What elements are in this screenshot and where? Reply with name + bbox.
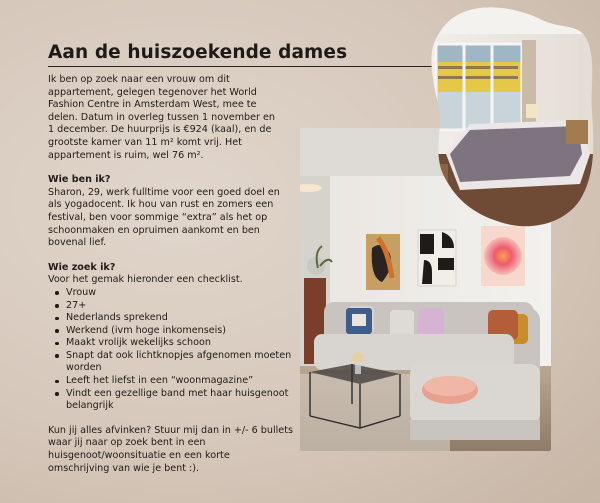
checklist-intro: Voor het gemak hieronder een checklist.	[48, 274, 243, 286]
checklist-item: Vrouw	[52, 287, 307, 300]
checklist-item: Maakt vrolijk wekelijks schoon	[52, 337, 307, 350]
who-seek-heading: Wie zoek ik?	[48, 261, 116, 273]
outro-paragraph: Kun jij alles afvinken? Stuur mij dan in +/- 6 bullets waar jij naar op zoek bent in een huisgenoot/woonsituatie en een korte omschrijving van wie je bent :).	[48, 424, 293, 474]
checklist-item: Vindt een gezellige band met haar huisgenoot belangrijk	[52, 388, 307, 413]
bedroom-photo	[430, 4, 595, 230]
who-am-i-heading: Wie ben ik?	[48, 174, 111, 186]
checklist	[52, 287, 298, 413]
title-underline	[48, 66, 436, 67]
intro-paragraph: Ik ben op zoek naar een vrouw om dit appartement, gelegen tegenover het World Fashion Centre in Amsterdam West, mee te delen. Datum in overleg tussen 1 november en 1 december. De huurprijs is €924 (kaal), en de grootste kamer van 11 m² komt vrij. Het appartement is ruim, wel 76 m².	[48, 74, 276, 161]
who-am-i-text: Sharon, 29, werk fulltime voor een goed doel en als yogadocent. Ik hou van rust en zomers een festival, ben voor sommige “extra” als het op schoonmaken en opruimen aankomt en ben bovenal lief.	[48, 186, 280, 249]
checklist-item: 27+	[52, 300, 307, 313]
flyer-text	[48, 40, 348, 475]
checklist-item: Werkend (ivm hoge inkomenseis)	[52, 325, 307, 338]
page-title: Aan de huiszoekende dames	[48, 42, 348, 63]
checklist-item: Snapt dat ook lichtknopjes afgenomen moeten worden	[52, 350, 307, 375]
checklist-item: Leeft het liefst in een “woonmagazine”	[52, 375, 307, 388]
checklist-item: Nederlands sprekend	[52, 312, 307, 325]
